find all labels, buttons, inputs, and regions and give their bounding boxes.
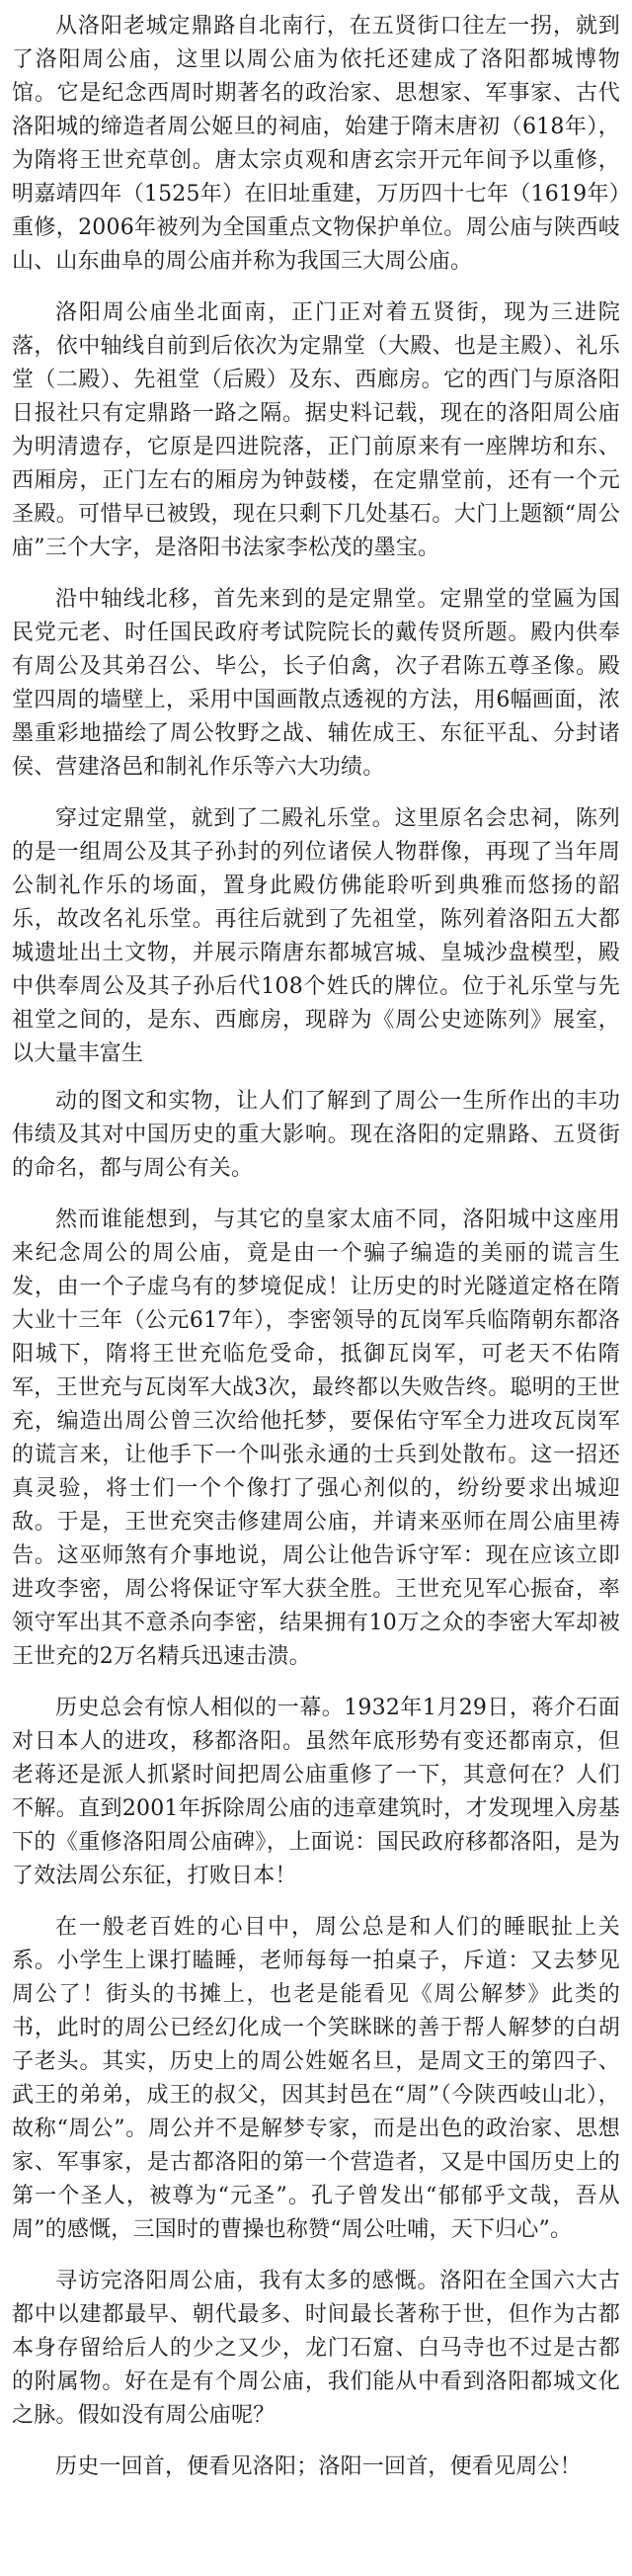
paragraph-reflection: 寻访完洛阳周公庙，我有太多的感慨。洛阳在全国六大古都中以建都最早、朝代最多、时间最长著称于世，但作为古都本身存留给后人的少之又少，龙门石窟、白马寺也不过是古都的附属物。好在是有个周公庙，我们能从中看到洛阳都城文化之脉。假如没有周公庙呢？ (12, 2269, 620, 2428)
paragraph-1932: 历史总会有惊人相似的一幕。1932年1月29日，蒋介石面对日本人的进攻，移都洛阳。虽然年底形势有变还都南京，但老蒋还是派人抓紧时间把周公庙重修了一下，其意何在？人们不解。直到2001年拆除周公庙的违章建筑时，才发现埋入房基下的《重修洛阳周公庙碑》，上面说：国民政府移都洛阳，是为了效法周公东征，打败日本！ (12, 1696, 620, 1888)
paragraph-liyue-hall: 穿过定鼎堂，就到了二殿礼乐堂。这里原名会忠祠，陈列的是一组周公及其子孙封的列位诸侯人物群像，再现了当年周公制礼作乐的场面，置身此殿仿佛能聆听到典雅而悠扬的韶乐，故改名礼乐堂。再往后就到了先祖堂，陈列着洛阳五大都城遗址出土文物，并展示隋唐东都城宫城、皇城沙盘模型，殿中供奉周公及其子孙后代108个姓氏的牌位。位于礼乐堂与先祖堂之间的，是东、西廊房，现辟为《周公史迹陈列》展室，以大量丰富生 (12, 806, 620, 1066)
paragraph-exhibition: 动的图文和实物，让人们了解到了周公一生所作出的丰功伟绩及其对中国历史的重大影响。现在洛阳的定鼎路、五贤街的命名，都与周公有关。 (12, 1089, 620, 1181)
paragraph-layout: 洛阳周公庙坐北面南，正门正对着五贤街，现为三进院落，依中轴线自前到后依次为定鼎堂（大殿、也是主殿）、礼乐堂（二殿）、先祖堂（后殿）及东、西廊房。它的西门与原洛阳日报社只有定鼎路一路之隔。据史料记载，现在的洛阳周公庙为明清遗存，它原是四进院落，正门前原来有一座牌坊和东、西厢房，正门左右的厢房为钟鼓楼，在定鼎堂前，还有一个元圣殿。可惜早已被毁，现在只剩下几处基石。大门上题额“周公庙”三个大字，是洛阳书法家李松茂的墨宝。 (12, 300, 620, 560)
paragraph-dream: 在一般老百姓的心目中，周公总是和人们的睡眠扯上关系。小学生上课打瞌睡，老师每每一拍桌子，斥道：又去梦见周公了！街头的书摊上，也老是能看见《周公解梦》此类的书，此时的周公已经幻化成一个笑眯眯的善于帮人解梦的白胡子老头。其实，历史上的周公姓姬名旦，是周文王的第四子、武王的弟弟，成王的叔父，因其封邑在“周”（今陕西岐山北），故称“周公”。周公并不是解梦专家，而是出色的政治家、思想家、军事家，是古都洛阳的第一个营造者，又是中国历史上的第一个圣人，被尊为“元圣”。孔子曾发出“郁郁乎文哉，吾从周”的感慨，三国时的曹操也称赞“周公吐哺，天下归心”。 (12, 1915, 620, 2242)
paragraph-dingding-hall: 沿中轴线北移，首先来到的是定鼎堂。定鼎堂的堂匾为国民党元老、时任国民政府考试院院长的戴传贤所题。殿内供奉有周公及其弟召公、毕公，长子伯禽，次子君陈五尊圣像。殿堂四周的墙壁上，采用中国画散点透视的方法，用6幅画面，浓墨重彩地描绘了周公牧野之战、辅佐成王、东征平乱、分封诸侯、营建洛邑和制礼作乐等六大功绩。 (12, 587, 620, 780)
paragraph-closing: 历史一回首，便看见洛阳；洛阳一回首，便看见周公！ (55, 2454, 582, 2479)
paragraph-legend: 然而谁能想到，与其它的皇家太庙不同，洛阳城中这座用来纪念周公的周公庙，竟是由一个骗子编造的美丽的谎言生发，由一个子虚乌有的梦境促成！让历史的时光隧道定格在隋大业十三年（公元617年），李密领导的瓦岗军兵临隋朝东都洛阳城下，隋将王世充临危受命，抵御瓦岗军，可老天不佑隋军，王世充与瓦岗军大战3次，最终都以失败告终。聪明的王世充，编造出周公曾三次给他托梦，要保佑守军全力进攻瓦岗军的谎言来，让他手下一个叫张永通的士兵到处散布。这一招还真灵验，将士们一个个像打了强心剂似的，纷纷要求出城迎敌。于是，王世充突击修建周公庙，并请来巫师在周公庙里祷告。这巫师煞有介事地说，周公让他告诉守军：现在应该立即进攻李密，周公将保证守军大获全胜。王世充见军心振奋，率领守军出其不意杀向李密，结果拥有10万之众的李密大军却被王世充的2万名精兵迅速击溃。 (12, 1207, 620, 1669)
paragraph-intro: 从洛阳老城定鼎路自北南行，在五贤街口往左一拐，就到了洛阳周公庙，这里以周公庙为依托还建成了洛阳都城博物馆。它是纪念西周时期著名的政治家、思想家、军事家、古代洛阳城的缔造者周公姬旦的祠庙，始建于隋末唐初（618年），为隋将王世充草创。唐太宗贞观和唐玄宗开元年间予以重修，明嘉靖四年（1525年）在旧址重建，万历四十七年（1619年）重修，2006年被列为全国重点文物保护单位。周公庙与陕西岐山、山东曲阜的周公庙并称为我国三大周公庙。 (12, 14, 620, 274)
